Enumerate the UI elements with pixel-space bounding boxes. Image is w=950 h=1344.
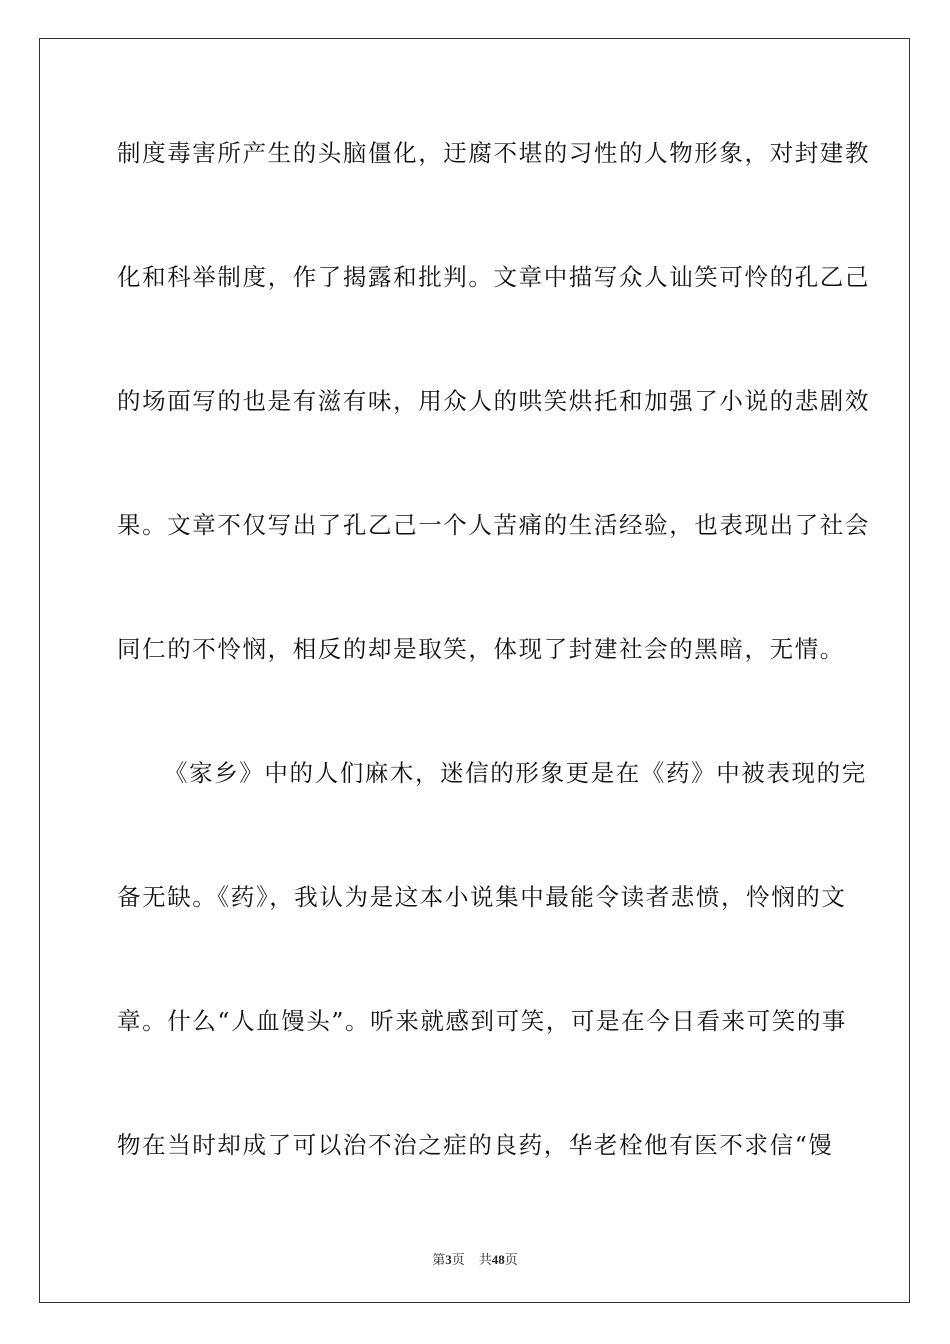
document-body bbox=[117, 124, 870, 1240]
text-line: 同仁的不怜悯，相反的却是取笑，体现了封建社会的黑暗，无情。 bbox=[117, 635, 845, 663]
text-line: 制度毒害所产生的头脑僵化，迂腐不堪的习性的人物形象，对封建教 bbox=[117, 139, 870, 167]
page-footer bbox=[0, 1249, 950, 1268]
text-line: 果。文章不仅写出了孔乙己一个人苦痛的生活经验，也表现出了社会 bbox=[117, 511, 870, 539]
text-line: 物在当时却成了可以治不治之症的良药，华老栓他有医不求信“馒 bbox=[117, 1131, 834, 1159]
page-number: 3 bbox=[445, 1252, 452, 1267]
total-pages: 48 bbox=[491, 1252, 505, 1267]
page-prefix: 第 bbox=[432, 1252, 446, 1267]
total-prefix: 共 bbox=[478, 1252, 492, 1267]
total-suffix: 页 bbox=[504, 1252, 518, 1267]
text-line: 的场面写的也是有滋有味，用众人的哄笑烘托和加强了小说的悲剧效 bbox=[117, 387, 870, 415]
text-line: 化和科举制度，作了揭露和批判。文章中描写众人讪笑可怜的孔乙己 bbox=[117, 263, 870, 291]
text-line: 章。什么“人血馒头”。听来就感到可笑，可是在今日看来可笑的事 bbox=[117, 1007, 848, 1035]
page-suffix: 页 bbox=[451, 1252, 465, 1267]
text-line: 备无缺。《药》，我认为是这本小说集中最能令读者悲愤，怜悯的文 bbox=[117, 883, 847, 911]
paragraph-start-line: 《家乡》中的人们麻木，迷信的形象更是在《药》中被表现的完 bbox=[164, 759, 867, 787]
